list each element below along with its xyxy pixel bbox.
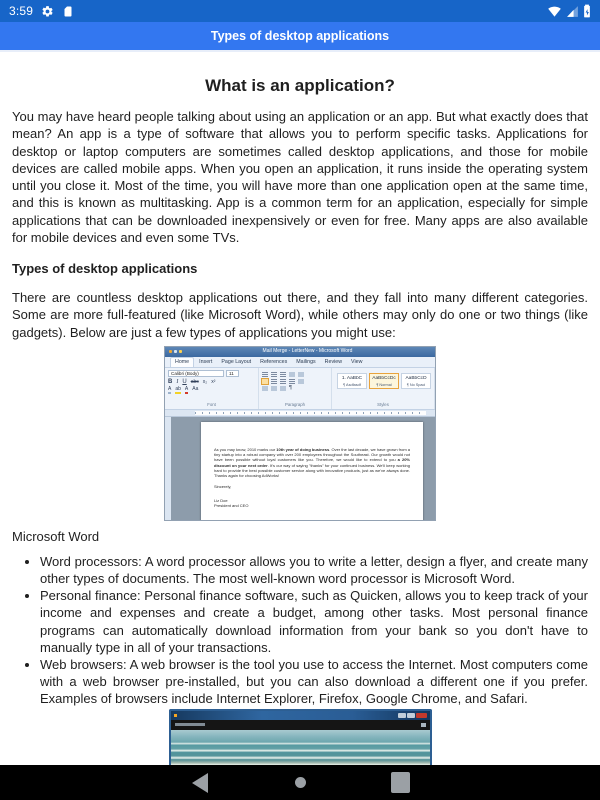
word-tab-mailings: Mailings bbox=[296, 358, 316, 365]
bold-icon: B bbox=[168, 378, 173, 385]
settings-icon bbox=[41, 5, 54, 18]
article-scroll-area[interactable] bbox=[0, 76, 600, 771]
sort-icon bbox=[280, 386, 286, 391]
types-paragraph: There are countless desktop applications out there, and they fall into many different categories. Some are more full-featured (like Microsoft Word), while others may only do one or two things (like gadgets). Below are just a few types of applications you might use: bbox=[12, 290, 588, 340]
word-ribbon-tabs bbox=[165, 357, 435, 368]
sim-card-icon bbox=[62, 5, 74, 18]
word-redo-icon bbox=[179, 350, 182, 353]
word-font-group bbox=[165, 368, 259, 409]
bullet-list-icon bbox=[262, 372, 268, 377]
subscript-icon: x₂ bbox=[202, 378, 208, 385]
battery-charging-icon bbox=[583, 4, 591, 18]
wifi-icon bbox=[547, 5, 562, 18]
section-heading: Types of desktop applications bbox=[12, 261, 198, 276]
styles-group-label: Styles bbox=[377, 402, 389, 408]
word-ruler bbox=[165, 410, 435, 417]
media-player-info-bar bbox=[171, 720, 430, 730]
line-spacing-icon bbox=[298, 379, 304, 384]
multilevel-list-icon bbox=[280, 372, 286, 377]
highlight-color-icon: ab bbox=[175, 387, 181, 395]
word-save-icon bbox=[169, 350, 172, 353]
word-ribbon bbox=[165, 368, 435, 410]
status-indicators bbox=[547, 4, 591, 18]
word-tab-references: References bbox=[260, 358, 288, 365]
clock: 3:59 bbox=[9, 4, 34, 18]
word-paragraph-group bbox=[259, 368, 332, 409]
word-vertical-ruler bbox=[165, 417, 171, 520]
word-tab-insert: Insert bbox=[199, 358, 213, 365]
recents-icon bbox=[391, 772, 410, 793]
recents-button[interactable] bbox=[390, 772, 410, 793]
home-button[interactable] bbox=[290, 777, 310, 788]
maximize-icon bbox=[407, 713, 415, 718]
align-right-icon bbox=[280, 379, 286, 384]
media-player-screenshot-image bbox=[169, 709, 432, 771]
borders-icon bbox=[271, 386, 277, 391]
media-player-app-icon bbox=[174, 714, 177, 717]
font-size-dropdown: 11 bbox=[226, 370, 239, 377]
word-screenshot-image bbox=[164, 346, 436, 521]
font-group-label: Font bbox=[207, 402, 216, 408]
font-color-icon: A bbox=[185, 387, 188, 395]
letter-body: As you may know, 2010 marks our 10th year of doing business. Over the last decade, we have grown from a tiny startup into a robust company with over 200 employees throughout the Southeast. Our growth would not have been possible without loyal customers like you. Therefore, we would like to extend to you a 20% discount on your next order. It's our way of saying "thanks" for your continued business. We'll keep working hard to provide the best possible customer service along with innovative products, just as we've always done. Thanks again for choosing AdWorks! bbox=[214, 446, 410, 479]
intro-paragraph: You may have heard people talking about using an application or an app. But what exactly does that mean? An app is a type of software that allows you to perform specific tasks. Applications for desktop or laptop computers are sometimes called desktop applications, and those for mobile devices are called mobile apps. When you open an application, it runs inside the operating system until you close it. Most of the time, you will have more than one application open at the same time, and this is known as multitasking. App is a common term for an application, especially for simple applications that can be downloaded inexpensively or even for free. Many apps are also available for mobile devices and even some TVs. bbox=[12, 109, 588, 245]
app-bar-title: Types of desktop applications bbox=[210, 29, 390, 43]
decrease-indent-icon bbox=[289, 372, 295, 377]
underline-icon: U bbox=[182, 378, 187, 385]
word-tab-review: Review bbox=[324, 358, 343, 365]
word-tab-view: View bbox=[351, 358, 363, 365]
word-tab-page-layout: Page Layout bbox=[221, 358, 252, 365]
app-bar bbox=[0, 22, 600, 52]
word-styles-group bbox=[332, 368, 435, 409]
word-undo-icon bbox=[174, 350, 177, 353]
word-window-title: Mail Merge - LetterNew - Microsoft Word bbox=[262, 348, 353, 355]
list-item-word-processors: • Word processors: A word processor allows you to write a letter, design a flyer, and create many other types of documents. The most well-known word processor is Microsoft Word. bbox=[40, 553, 588, 587]
word-document-area bbox=[165, 417, 435, 520]
list-item-web-browsers: • Web browsers: A web browser is the tool you use to access the Internet. Most computers come with a web browser pre-installed, but you can also download a different one if you prefer. Examples of browsers include Internet Explorer, Firefox, Google Chrome, and Safari. bbox=[40, 656, 588, 708]
increase-indent-icon bbox=[298, 372, 304, 377]
media-player-timestamp bbox=[175, 723, 205, 726]
media-player-menu-icon bbox=[421, 723, 426, 727]
word-tab-home: Home bbox=[170, 357, 194, 366]
word-document-page bbox=[201, 422, 423, 520]
justify-icon bbox=[289, 379, 295, 384]
close-icon bbox=[416, 713, 427, 718]
font-name-dropdown: Calibri (Body) bbox=[168, 370, 224, 377]
style-chip-normal: AaBbCcDc ¶ Normal bbox=[369, 373, 399, 389]
application-types-list bbox=[12, 553, 588, 708]
numbered-list-icon bbox=[271, 372, 277, 377]
letter-signature: Liz Doe President and CEO bbox=[214, 497, 249, 509]
page-title: What is an application? bbox=[205, 76, 395, 95]
align-left-icon bbox=[262, 379, 268, 384]
back-icon bbox=[192, 773, 208, 793]
paragraph-group-label: Paragraph bbox=[284, 402, 306, 408]
text-effects-icon: A bbox=[168, 387, 171, 395]
list-item-personal-finance: • Personal finance: Personal finance software, such as Quicken, allows you to keep track of your income and expenses and create a budget, among other tasks. Most personal finance programs can automatically download information from your bank so you don't have to manually type in all of your transactions. bbox=[40, 587, 588, 656]
shading-icon bbox=[262, 386, 268, 391]
home-icon bbox=[295, 777, 306, 788]
italic-icon: I bbox=[176, 378, 179, 385]
align-center-icon bbox=[271, 379, 277, 384]
pilcrow-icon: ¶ bbox=[289, 384, 292, 391]
style-chip-asdfasdf: 1. AaBbC ¶ Asdfasdf bbox=[337, 373, 367, 389]
status-bar[interactable] bbox=[0, 0, 600, 22]
superscript-icon: x² bbox=[211, 378, 216, 385]
media-player-title-bar bbox=[171, 711, 430, 720]
word-title-bar bbox=[165, 347, 435, 357]
minimize-icon bbox=[398, 713, 406, 718]
letter-closing: Sincerely, bbox=[214, 483, 232, 489]
strikethrough-icon: abc bbox=[190, 378, 199, 385]
change-case-icon: Aa bbox=[192, 385, 199, 392]
navigation-bar bbox=[0, 765, 600, 800]
cell-signal-icon bbox=[566, 5, 579, 18]
style-chip-no-spacing: AaBbCcD ¶ No Spaci bbox=[401, 373, 431, 389]
back-button[interactable] bbox=[190, 773, 210, 793]
word-image-caption: Microsoft Word bbox=[12, 528, 100, 544]
